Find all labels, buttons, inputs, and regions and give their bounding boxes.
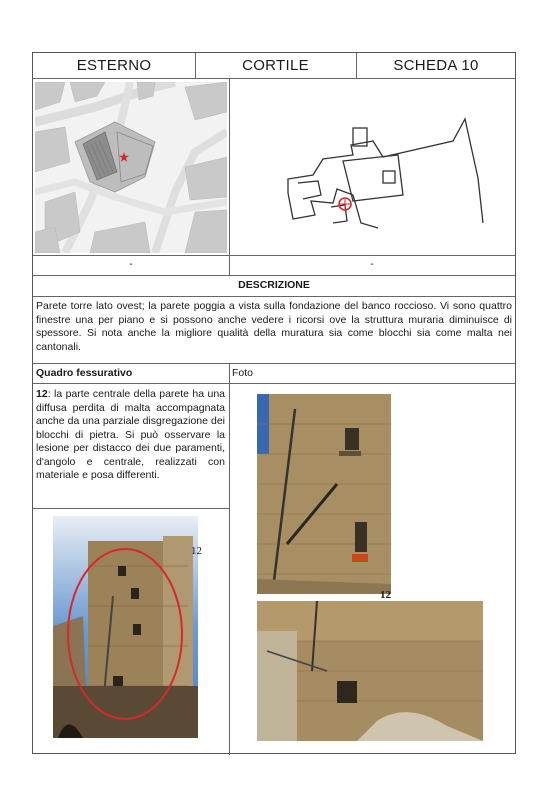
photo-tower-west — [53, 516, 198, 738]
crack-number: 12 — [36, 388, 48, 400]
photos-title: Foto — [232, 367, 254, 379]
header-cortile: CORTILE — [242, 57, 309, 74]
map-caption-right: - — [370, 258, 374, 270]
target-circle-icon — [338, 197, 352, 211]
photo-label-right: 12 — [380, 589, 391, 601]
description-text: Parete torre lato ovest; la parete poggia a vista sulla fondazione del banco roccioso. Vi sono quattro finestre una per piano e si possono anche vedere i ricorsi ove la struttura muraria diminuisce di spessore. Si nota anche la migliore qualità della muratura sia come blocchi sia come malta nei cantonali. — [36, 300, 512, 353]
floor-plan — [233, 83, 513, 253]
header-scheda: SCHEDA 10 — [393, 57, 479, 74]
photo-wall-base — [257, 601, 483, 741]
survey-sheet — [32, 52, 516, 754]
cracks-text: : la parte centrale della parete ha una diffusa perdita di malta accompagnata anche da una parziale disgregazione dei blocchi di pietra. Si può osservare la lesione per distacco dei due paramenti, d'angolo e centrale, realizzati con materiale e posa differenti. — [36, 388, 225, 481]
site-map — [35, 82, 227, 253]
photo-label-left: 12 — [191, 545, 202, 557]
description-title: DESCRIZIONE — [238, 279, 310, 291]
header-esterno: ESTERNO — [76, 57, 152, 74]
photo-wall-detail — [257, 394, 391, 594]
cracks-title: Quadro fessurativo — [36, 367, 133, 379]
location-marker-icon — [119, 152, 129, 162]
map-caption-left: - — [129, 258, 133, 270]
cracks-description — [36, 388, 225, 483]
